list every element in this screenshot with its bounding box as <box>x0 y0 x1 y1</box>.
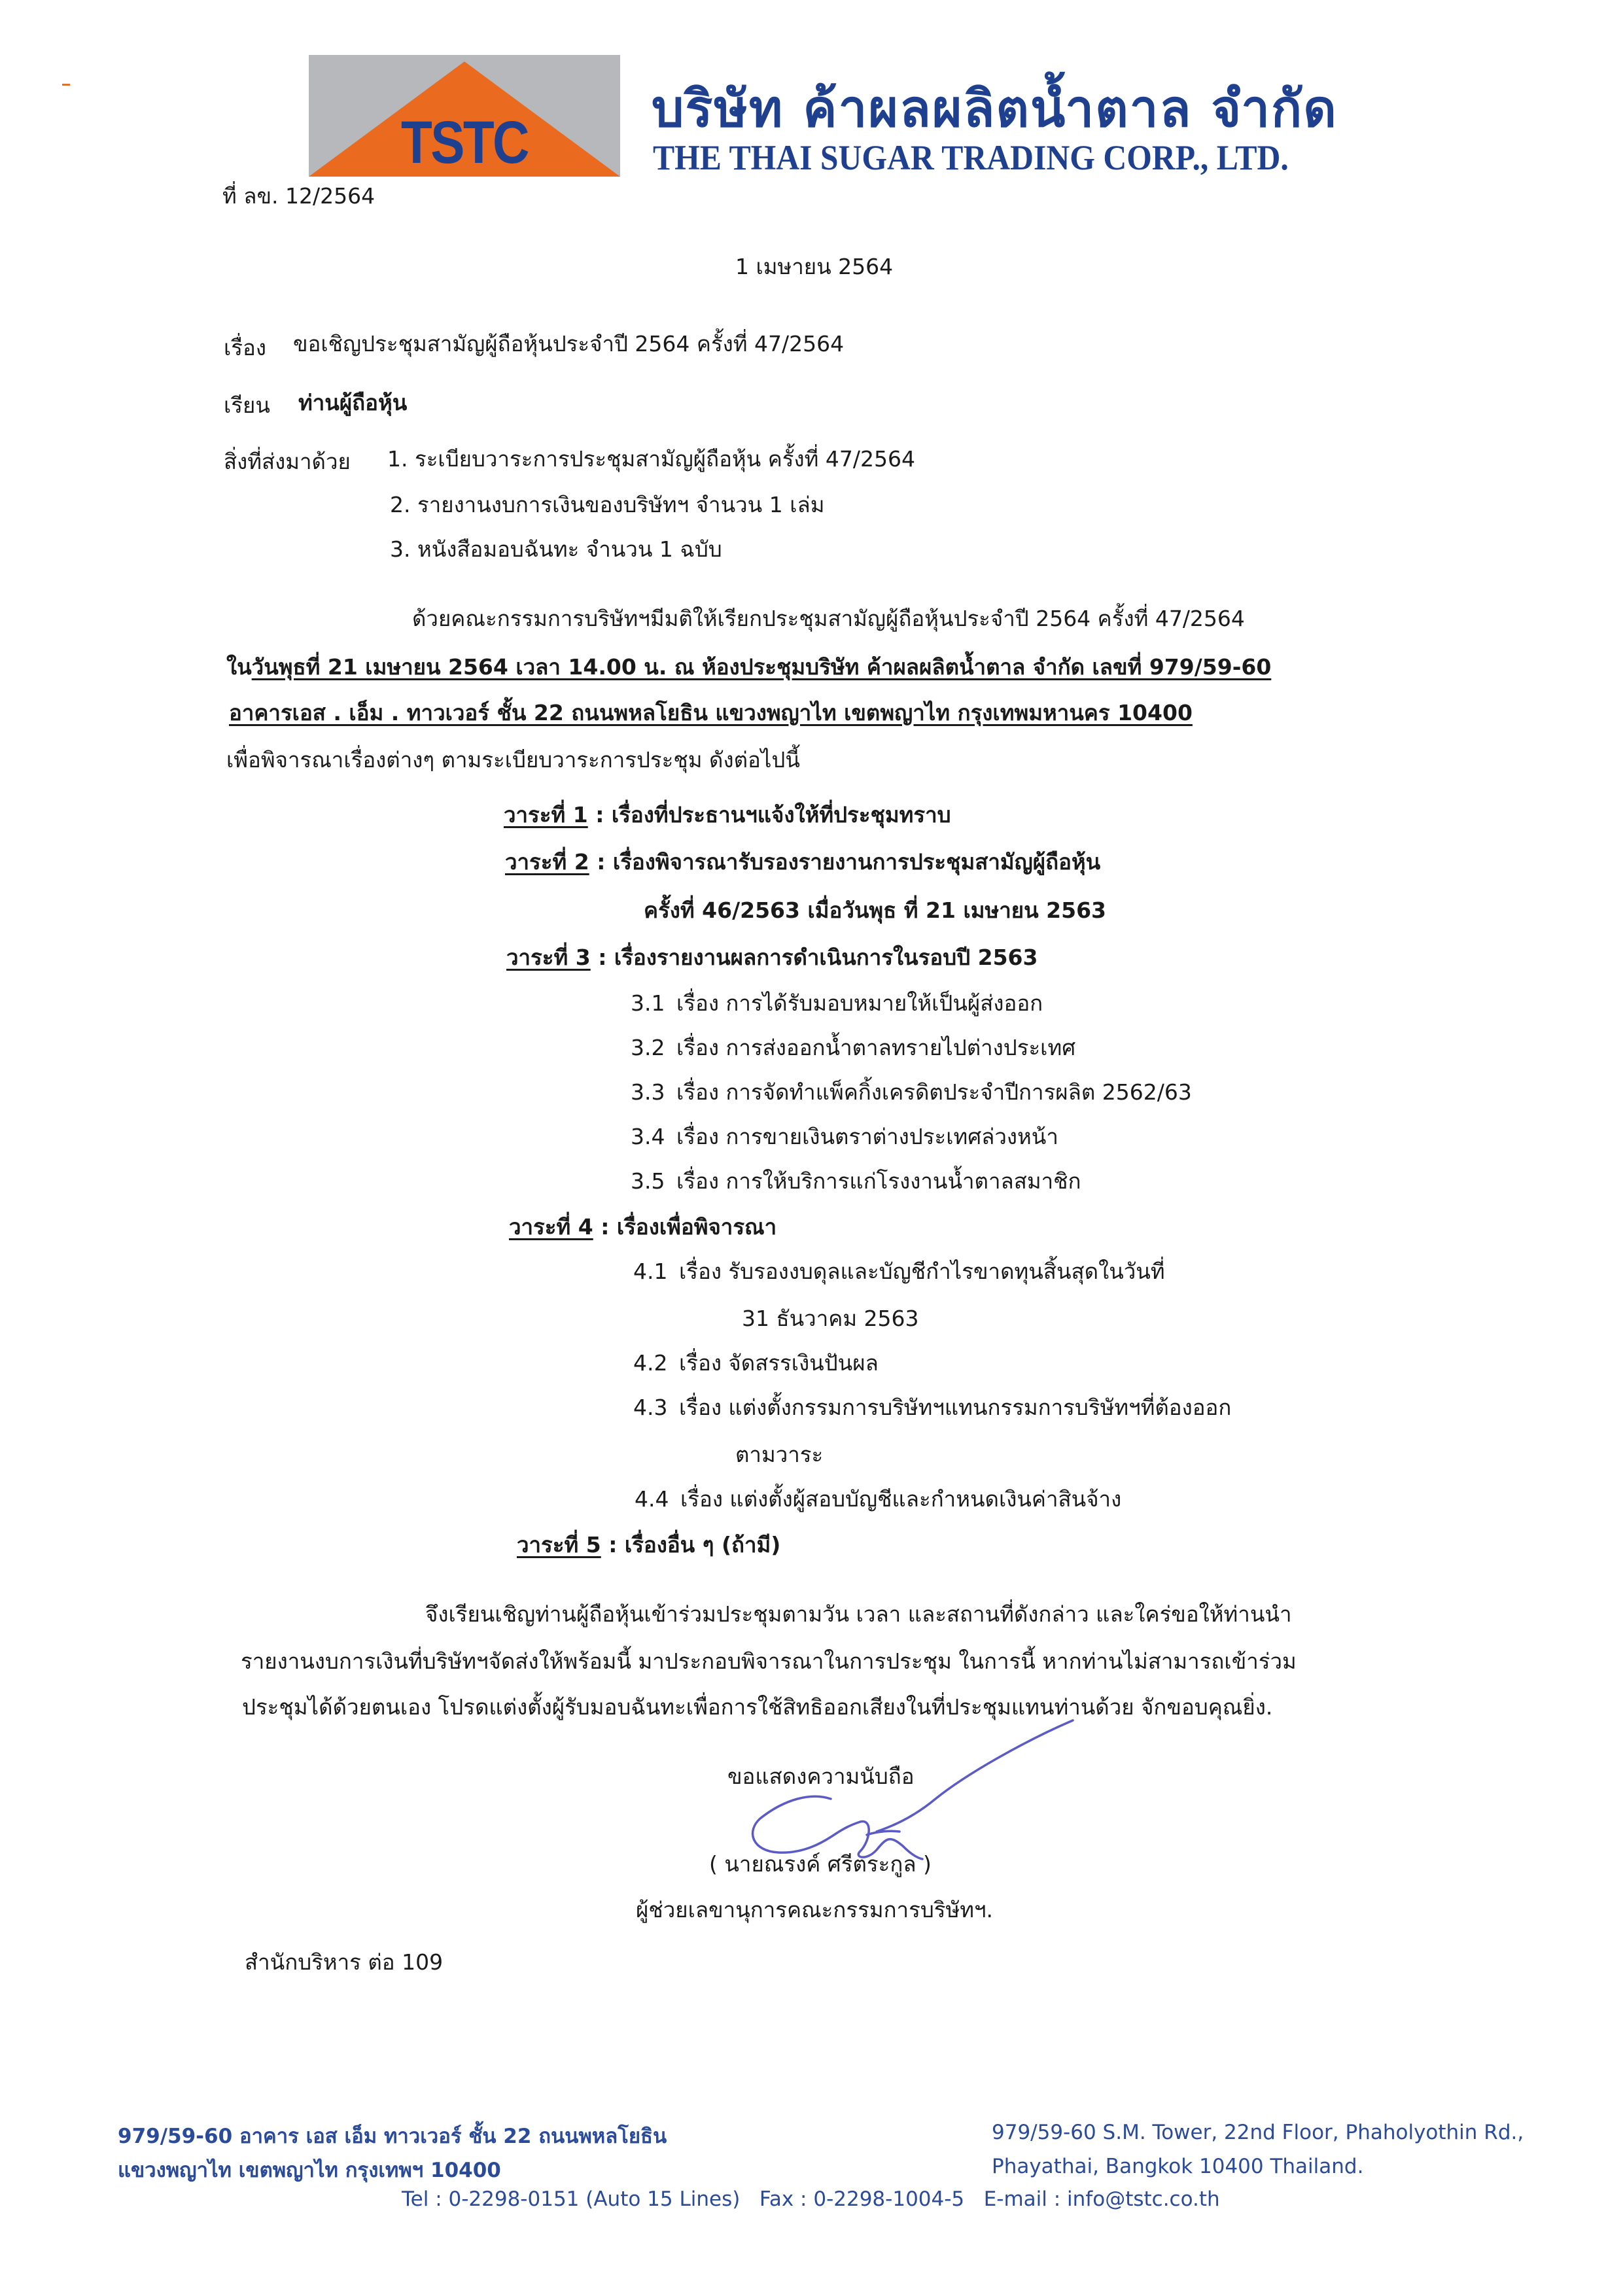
meeting-address: อาคารเอส . เอ็ม . ทาวเวอร์ ชั้น 22 ถนนพหลโยธิน แขวงพญาไท เขตพญาไท กรุงเทพมหานคร 10400 <box>229 700 1193 725</box>
agenda-colon: : <box>598 945 607 970</box>
agenda-colon: : <box>608 1532 618 1557</box>
agenda-label: วาระที่ 3 <box>506 945 591 970</box>
enclosure-item: 3. หนังสือมอบฉันทะ จำนวน 1 ฉบับ <box>390 536 722 562</box>
subitem-text: เรื่อง รับรองงบดุลและบัญชีกำไรขาดทุนสิ้นสุดในวันที่ <box>679 1259 1165 1284</box>
subject-text: ขอเชิญประชุมสามัญผู้ถือหุ้นประจำปี 2564 ครั้งที่ 47/2564 <box>293 331 845 357</box>
agenda-4 <box>509 1214 777 1240</box>
subitem-text: เรื่อง การส่งออกน้ำตาลทรายไปต่างประเทศ <box>676 1035 1076 1060</box>
subitem-text: เรื่อง การจัดทำแพ็คกิ้งเครดิตประจำปีการผลิต 2562/63 <box>676 1079 1192 1105</box>
subitem-text: เรื่อง การขายเงินตราต่างประเทศล่วงหน้า <box>676 1124 1058 1149</box>
enclosure-item: 1. ระเบียบวาระการประชุมสามัญผู้ถือหุ้น ครั้งที่ 47/2564 <box>387 446 915 472</box>
footer-address-thai-1: 979/59-60 อาคาร เอส เอ็ม ทาวเวอร์ ชั้น 22 ถนนพหลโยธิน <box>118 2125 667 2148</box>
agenda-label: วาระที่ 5 <box>517 1532 601 1557</box>
signatory-position: ผู้ช่วยเลขานุการคณะกรรมการบริษัทฯ. <box>636 1897 994 1922</box>
closing-line-1: จึงเรียนเชิญท่านผู้ถือหุ้นเข้าร่วมประชุมตามวัน เวลา และสถานที่ดังกล่าว และใคร่ขอให้ท่านนำ <box>425 1601 1292 1627</box>
subitem-text: เรื่อง การให้บริการแก่โรงงานน้ำตาลสมาชิก <box>676 1168 1081 1194</box>
subitem-number: 4.4 <box>635 1486 669 1512</box>
subitem-text: เรื่อง จัดสรรเงินปันผล <box>679 1350 879 1376</box>
agenda-subitem <box>631 1168 1081 1194</box>
agenda-subitem <box>633 1395 1231 1421</box>
agenda-label: วาระที่ 4 <box>509 1214 593 1240</box>
intro-line-1: ด้วยคณะกรรมการบริษัทฯมีมติให้เรียกประชุมสามัญผู้ถือหุ้นประจำปี 2564 ครั้งที่ 47/2564 <box>412 606 1245 631</box>
agenda-title: เรื่องอื่น ๆ (ถ้ามี) <box>624 1532 781 1557</box>
closing-line-3: ประชุมได้ด้วยตนเอง โปรดแต่งตั้งผู้รับมอบฉันทะเพื่อการใช้สิทธิออกเสียงในที่ประชุมแทนท่านด้วย จักขอบคุณยิ่ง. <box>242 1694 1273 1720</box>
subitem-number: 3.3 <box>631 1079 665 1105</box>
enclosures-label: สิ่งที่ส่งมาด้วย <box>224 449 351 474</box>
subitem-number: 3.4 <box>631 1124 665 1149</box>
subitem-number: 3.1 <box>631 990 665 1016</box>
closing-line-2: รายงานงบการเงินที่บริษัทฯจัดส่งให้พร้อมนี้ มาประกอบพิจารณาในการประชุม ในการนี้ หากท่านไม่สามารถเข้าร่วม <box>241 1648 1297 1674</box>
company-name-english: THE THAI SUGAR TRADING CORP., LTD. <box>653 138 1289 177</box>
agenda-label: วาระที่ 1 <box>504 802 588 827</box>
recipient: ท่านผู้ถือหุ้น <box>298 390 408 415</box>
signatory-name: ( นายณรงค์ ศรีตระกูล ) <box>709 1851 932 1877</box>
subject-label: เรื่อง <box>224 335 266 360</box>
meeting-date-venue: วันพุธที่ 21 เมษายน 2564 เวลา 14.00 น. ณ ห้องประชุมบริษัท ค้าผลผลิตน้ำตาล จำกัด เลขที่ 979/59-60 <box>251 654 1272 680</box>
agenda-colon: : <box>595 802 604 827</box>
subitem-text: เรื่อง แต่งตั้งกรรมการบริษัทฯแทนกรรมการบริษัทฯที่ต้องออก <box>679 1395 1232 1420</box>
agenda-title: เรื่องพิจารณารับรองรายงานการประชุมสามัญผู้ถือหุ้น <box>612 849 1101 875</box>
agenda-subitem-continued: 31 ธันวาคม 2563 <box>742 1306 919 1331</box>
agenda-subitem <box>633 1350 879 1376</box>
agenda-title: เรื่องเพื่อพิจารณา <box>616 1214 777 1240</box>
subitem-number: 3.5 <box>631 1168 665 1194</box>
stray-mark <box>62 84 70 86</box>
agenda-subitem <box>631 1035 1075 1061</box>
footer-contact: Tel : 0-2298-0151 (Auto 15 Lines) Fax : 0-2298-1004-5 E-mail : info@tstc.co.th <box>402 2187 1220 2211</box>
agenda-colon: : <box>601 1214 610 1240</box>
agenda-subitem-continued: ตามวาระ <box>735 1442 824 1467</box>
agenda-2-continued: ครั้งที่ 46/2563 เมื่อวันพุธ ที่ 21 เมษายน 2563 <box>644 897 1106 923</box>
agenda-2 <box>505 849 1100 875</box>
footer-address-english-2: Phayathai, Bangkok 10400 Thailand. <box>992 2155 1364 2178</box>
footer-address-english-1: 979/59-60 S.M. Tower, 22nd Floor, Phaholyothin Rd., <box>992 2121 1524 2144</box>
agenda-label: วาระที่ 2 <box>505 849 589 875</box>
company-logo <box>309 55 620 177</box>
regards: ขอแสดงความนับถือ <box>727 1764 915 1789</box>
agenda-3 <box>506 945 1038 971</box>
company-name-thai: บริษัท ค้าผลผลิตน้ำตาล จำกัด <box>652 80 1338 139</box>
agenda-1 <box>504 802 951 828</box>
subitem-number: 4.2 <box>633 1350 668 1376</box>
subitem-number: 4.3 <box>633 1395 668 1420</box>
reference-number: ที่ ลข. 12/2564 <box>222 183 375 209</box>
intro-line-4: เพื่อพิจารณาเรื่องต่างๆ ตามระเบียบวาระการประชุม ดังต่อไปนี้ <box>226 747 800 773</box>
agenda-5 <box>517 1532 780 1558</box>
agenda-colon: : <box>597 849 606 875</box>
meeting-datetime-line <box>226 654 1271 680</box>
subitem-number: 3.2 <box>631 1035 665 1060</box>
agenda-subitem <box>631 990 1043 1017</box>
to-label: เรียน <box>224 392 270 418</box>
agenda-subitem <box>633 1259 1165 1285</box>
footer-address-thai-2: แขวงพญาไท เขตพญาไท กรุงเทพฯ 10400 <box>118 2159 501 2182</box>
enclosure-item: 2. รายงานงบการเงินของบริษัทฯ จำนวน 1 เล่ม <box>390 492 825 517</box>
subitem-text: เรื่อง แต่งตั้งผู้สอบบัญชีและกำหนดเงินค่าสินจ้าง <box>680 1486 1122 1512</box>
letter-date: 1 เมษายน 2564 <box>735 254 894 279</box>
subitem-text: เรื่อง การได้รับมอบหมายให้เป็นผู้ส่งออก <box>676 990 1043 1016</box>
agenda-subitem <box>631 1124 1058 1150</box>
subitem-number: 4.1 <box>633 1259 668 1284</box>
logo-text: TSTC <box>401 109 528 176</box>
agenda-title: เรื่องที่ประธานฯแจ้งให้ที่ประชุมทราบ <box>611 802 951 827</box>
office-contact: สำนักบริหาร ต่อ 109 <box>245 1949 444 1975</box>
agenda-title: เรื่องรายงานผลการดำเนินการในรอบปี 2563 <box>614 945 1038 970</box>
agenda-subitem <box>631 1079 1192 1105</box>
agenda-subitem <box>635 1486 1121 1512</box>
meeting-date-prefix: ใน <box>226 654 252 680</box>
